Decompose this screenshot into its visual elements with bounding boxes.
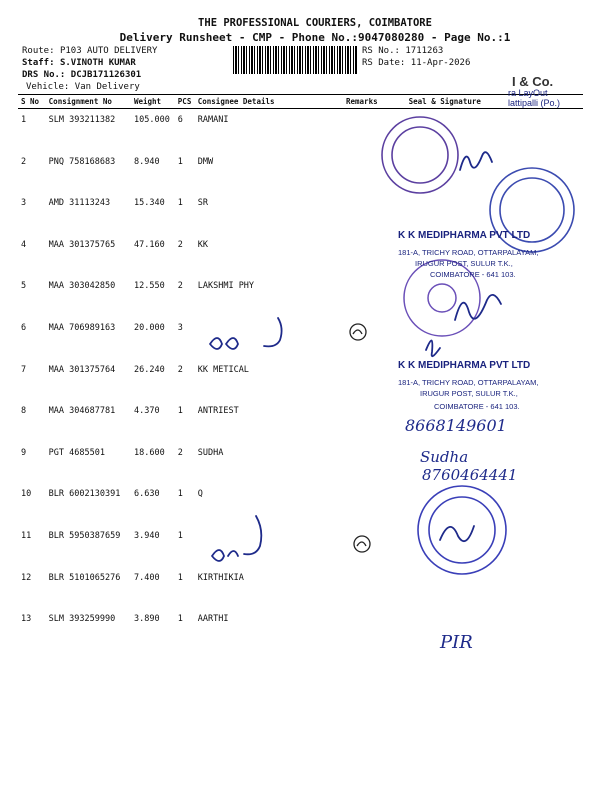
cell-consignment: MAA 304687781 [48, 406, 116, 417]
cell-sno: 3 [21, 198, 27, 209]
cell-consignment: BLR 6002130391 [48, 489, 121, 500]
company-title: THE PROFESSIONAL COURIERS, COIMBATORE [198, 17, 432, 29]
route-label: Route: [22, 46, 55, 56]
handwritten-phone: 8668149601 [405, 416, 507, 435]
cell-sno: 9 [21, 447, 27, 458]
cell-consignment: BLR 5101065276 [48, 572, 121, 583]
col-sno: S No [18, 95, 46, 109]
cell-seal [385, 608, 583, 650]
cell-consignee: RAMANI [197, 115, 229, 125]
cell-seal [385, 109, 583, 151]
table-row [18, 275, 583, 317]
col-consignee: Consignee Details [195, 95, 343, 109]
cell-pcs: 1 [177, 614, 183, 625]
cell-consignee: SUDHA [197, 447, 224, 458]
stamp-address-line3: COIMBATORE - 641 103. [434, 402, 520, 411]
stamp-company-name: K K MEDIPHARMA PVT LTD [398, 230, 531, 241]
cell-remarks [343, 109, 385, 151]
table-row [18, 109, 583, 151]
rs-date-line [362, 58, 470, 68]
cell-sno: 11 [21, 530, 32, 541]
handwritten-name: Sudha [420, 448, 469, 466]
cell-sno: 10 [21, 489, 32, 500]
cell-remarks [343, 442, 385, 484]
cell-pcs: 2 [177, 364, 183, 375]
cell-seal [385, 525, 583, 567]
cell-pcs: 6 [177, 115, 183, 125]
table-row [18, 608, 583, 650]
cell-sno: 7 [21, 364, 27, 375]
cell-seal [385, 317, 583, 359]
cell-weight: 26.240 [133, 364, 165, 375]
cell-consignment: AMD 31113243 [48, 198, 111, 209]
table-row [18, 192, 583, 234]
cell-seal [385, 567, 583, 609]
table-header-row [18, 95, 583, 109]
cell-consignee [195, 525, 343, 567]
cell-weight: 4.370 [133, 406, 160, 417]
cell-consignment: MAA 301375764 [48, 364, 116, 375]
stamp-address-line2: IRUGUR POST, SULUR T.K., [415, 259, 513, 268]
cell-sno: 5 [21, 281, 27, 292]
vehicle-line [26, 82, 140, 92]
cell-pcs: 1 [177, 572, 183, 583]
col-pcs: PCS [175, 95, 195, 109]
cell-consignment: MAA 706989163 [48, 322, 116, 333]
cell-consignment: MAA 301375765 [48, 239, 116, 250]
table-row [18, 317, 583, 359]
col-seal: Seal & Signature [385, 95, 583, 109]
staff-value: S.VINOTH KUMAR [59, 58, 136, 68]
cell-remarks [343, 483, 385, 525]
cell-consignment: PGT 4685501 [48, 447, 105, 458]
cell-weight: 7.400 [133, 572, 160, 583]
stamp-company-name: K K MEDIPHARMA PVT LTD [398, 360, 531, 371]
cell-pcs: 2 [177, 281, 183, 292]
cell-pcs: 3 [177, 322, 183, 333]
cell-seal [385, 483, 583, 525]
cell-pcs: 2 [177, 239, 183, 250]
stamp-address-line2: IRUGUR POST, SULUR T.K., [420, 389, 518, 398]
vehicle-value: Van Delivery [74, 82, 140, 92]
drs-value: DCJB171126301 [70, 70, 142, 80]
rs-date-label: RS Date: [362, 58, 406, 68]
handwritten-phone: 8760464441 [422, 466, 518, 484]
cell-sno: 2 [21, 156, 27, 167]
cell-remarks [343, 317, 385, 359]
cell-weight: 3.890 [133, 614, 160, 625]
table-row [18, 151, 583, 193]
drs-label: DRS No.: [22, 70, 66, 80]
table-row [18, 483, 583, 525]
cell-weight: 105.000 [133, 115, 170, 125]
staff-label: Staff: [22, 58, 55, 68]
cell-consignment: BLR 5950387659 [48, 530, 121, 541]
col-consignment: Consignment No [46, 95, 131, 109]
cell-seal [385, 275, 583, 317]
stamp-address-line3: COIMBATORE - 641 103. [430, 270, 516, 279]
cell-consignee: SR [197, 198, 208, 209]
cell-weight: 6.630 [133, 489, 160, 500]
col-remarks: Remarks [343, 95, 385, 109]
cell-remarks [343, 275, 385, 317]
cell-remarks [343, 567, 385, 609]
stamp-address-line1: 181-A, TRICHY ROAD, OTTARPALAYAM, [398, 378, 539, 387]
cell-remarks [343, 525, 385, 567]
rs-no-label: RS No.: [362, 46, 400, 56]
cell-remarks [343, 608, 385, 650]
cell-weight: 47.160 [133, 239, 165, 250]
handwritten-signature: PIR [440, 632, 473, 653]
cell-weight: 20.000 [133, 322, 165, 333]
col-weight: Weight [131, 95, 175, 109]
cell-pcs: 1 [177, 198, 183, 209]
runsheet-subtitle: Delivery Runsheet - CMP - Phone No.:9047080280 - Page No.:1 [119, 31, 511, 44]
cell-consignee: LAKSHMI PHY [197, 281, 255, 292]
cell-weight: 8.940 [133, 156, 160, 167]
cell-consignee: KK METICAL [197, 364, 249, 375]
cell-weight: 12.550 [133, 281, 165, 292]
table-row [18, 525, 583, 567]
vehicle-label: Vehicle: [26, 82, 70, 92]
route-value: P103 AUTO DELIVERY [59, 46, 158, 56]
cell-consignment: MAA 303042850 [48, 281, 116, 292]
drs-line [22, 70, 141, 80]
cell-remarks [343, 151, 385, 193]
barcode [233, 46, 358, 74]
rs-no-value: 1711263 [405, 46, 444, 56]
cell-consignee: ANTRIEST [197, 406, 239, 417]
cell-consignee: KK [197, 239, 208, 250]
cell-consignee: Q [197, 489, 203, 500]
staff-line [22, 58, 136, 68]
cell-consignment: SLM 393211382 [48, 115, 116, 125]
cell-consignee [195, 317, 343, 359]
cell-weight: 3.940 [133, 530, 160, 541]
cell-pcs: 1 [177, 156, 183, 167]
delivery-table [18, 94, 583, 650]
route-line [22, 46, 157, 56]
cell-consignment: SLM 393259990 [48, 614, 116, 625]
cell-remarks [343, 234, 385, 276]
cell-consignee: DMW [197, 156, 214, 167]
cell-sno: 12 [21, 572, 32, 583]
cell-consignee: KIRTHIKIA [197, 572, 244, 583]
cell-seal [385, 151, 583, 193]
cell-sno: 13 [21, 614, 32, 625]
cell-weight: 18.600 [133, 447, 165, 458]
cell-consignment: PNQ 758168683 [48, 156, 116, 167]
cell-sno: 1 [21, 115, 27, 125]
cell-pcs: 2 [177, 447, 183, 458]
stamp-address-line1: 181-A, TRICHY ROAD, OTTARPALAYAM, [398, 248, 539, 257]
table-row [18, 567, 583, 609]
cell-remarks [343, 400, 385, 442]
stamp-top-company: I & Co. [512, 74, 554, 89]
rs-date-value: 11-Apr-2026 [410, 58, 471, 68]
cell-sno: 6 [21, 322, 27, 333]
cell-consignee: AARTHI [197, 614, 229, 625]
cell-seal [385, 192, 583, 234]
cell-weight: 15.340 [133, 198, 165, 209]
cell-pcs: 1 [177, 530, 183, 541]
cell-sno: 8 [21, 406, 27, 417]
stamp-top-place: lattipalli (Po.) [508, 98, 561, 108]
cell-pcs: 1 [177, 489, 183, 500]
cell-sno: 4 [21, 239, 27, 250]
cell-remarks [343, 192, 385, 234]
cell-remarks [343, 359, 385, 401]
cell-pcs: 1 [177, 406, 183, 417]
stamp-top-layout: ra LayOut [508, 88, 548, 98]
rs-no-line [362, 46, 443, 56]
